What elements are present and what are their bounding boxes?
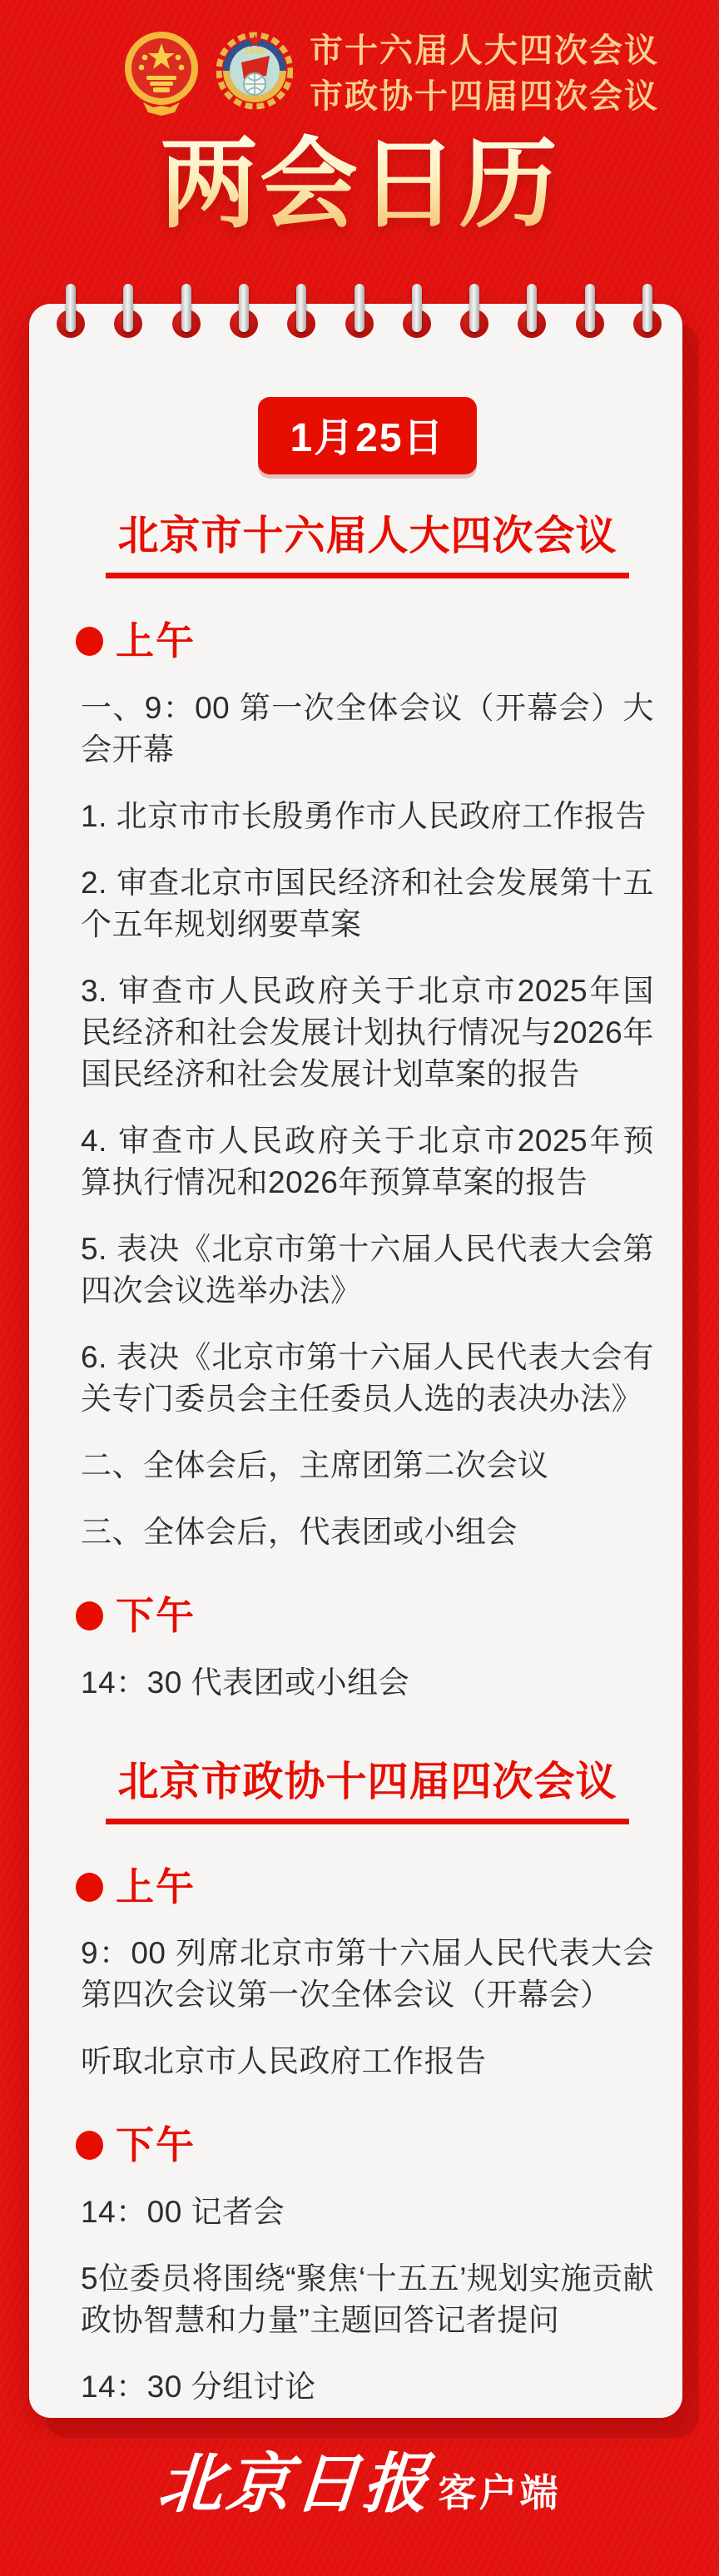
period-text: 下午 [116, 2123, 196, 2167]
session-line-1: 市十六届人大四次会议 [310, 32, 659, 69]
header [123, 28, 659, 120]
session-titles [310, 28, 659, 120]
session-line-2: 市政协十四届四次会议 [310, 78, 659, 115]
schedule-item: 5. 表决《北京市第十六届人民代表大会第四次会议选举办法》 [81, 1231, 654, 1308]
schedule-item: 14：30 分组讨论 [81, 2370, 316, 2405]
cppcc-emblem-icon [216, 29, 293, 119]
section-heading: 北京市政协十四届四次会议 [106, 1759, 628, 1824]
logo-main-text: 北京日报 [156, 2446, 434, 2522]
bullet-icon [76, 1601, 103, 1630]
period-text: 下午 [116, 1593, 196, 1637]
bullet-icon [76, 627, 103, 656]
period-text: 上午 [116, 1864, 196, 1908]
schedule-item: 1. 北京市市长殷勇作市人民政府工作报告 [81, 798, 647, 833]
schedule-item: 二、全体会后，主席团第二次会议 [81, 1447, 549, 1482]
bullet-icon [76, 2131, 103, 2160]
period-label [81, 620, 654, 663]
schedule-item: 听取北京市人民政府工作报告 [81, 2044, 487, 2079]
schedule-item: 6. 表决《北京市第十六届人民代表大会有关专门委员会主任委员人选的表决办法》 [81, 1339, 654, 1416]
schedule-item: 9：00 列席北京市第十六届人民代表大会第四次会议第一次全体会议（开幕会） [81, 1936, 654, 2013]
calendar-card-content [29, 397, 682, 2418]
schedule-item: 4. 审查市人民政府关于北京市2025年预算执行情况和2026年预算草案的报告 [81, 1123, 654, 1199]
section-heading: 北京市十六届人大四次会议 [106, 513, 628, 578]
schedule-item: 三、全体会后，代表团或小组会 [81, 1514, 518, 1549]
date-badge: 1月25日 [258, 397, 476, 474]
national-emblem-icon [123, 29, 200, 119]
page-title: 两会日历 [0, 127, 719, 245]
period-label [81, 2124, 654, 2167]
svg-text:1949: 1949 [244, 47, 265, 57]
schedule-item: 14：00 记者会 [81, 2195, 285, 2230]
schedule-item: 一、9：00 第一次全体会议（开幕会）大会开幕 [81, 690, 654, 767]
schedule-item: 14：30 代表团或小组会 [81, 1665, 410, 1700]
beijing-daily-logo [0, 2446, 719, 2522]
logo-suffix-text: 客户端 [438, 2471, 561, 2514]
period-label [81, 1866, 654, 1908]
schedule-item: 2. 审查北京市国民经济和社会发展第十五个五年规划纲要草案 [81, 865, 654, 941]
schedule-item: 3. 审查市人民政府关于北京市2025年国民经济和社会发展计划执行情况与2026年国民经济和社会发展计划草案的报告 [81, 973, 654, 1091]
period-label [81, 1595, 654, 1637]
bullet-icon [76, 1873, 103, 1902]
schedule-item: 5位委员将围绕“聚焦‘十五五’规划实施贡献政协智慧和力量”主题回答记者提问 [81, 2261, 654, 2338]
period-text: 上午 [116, 619, 196, 663]
calendar-card [29, 304, 682, 2418]
